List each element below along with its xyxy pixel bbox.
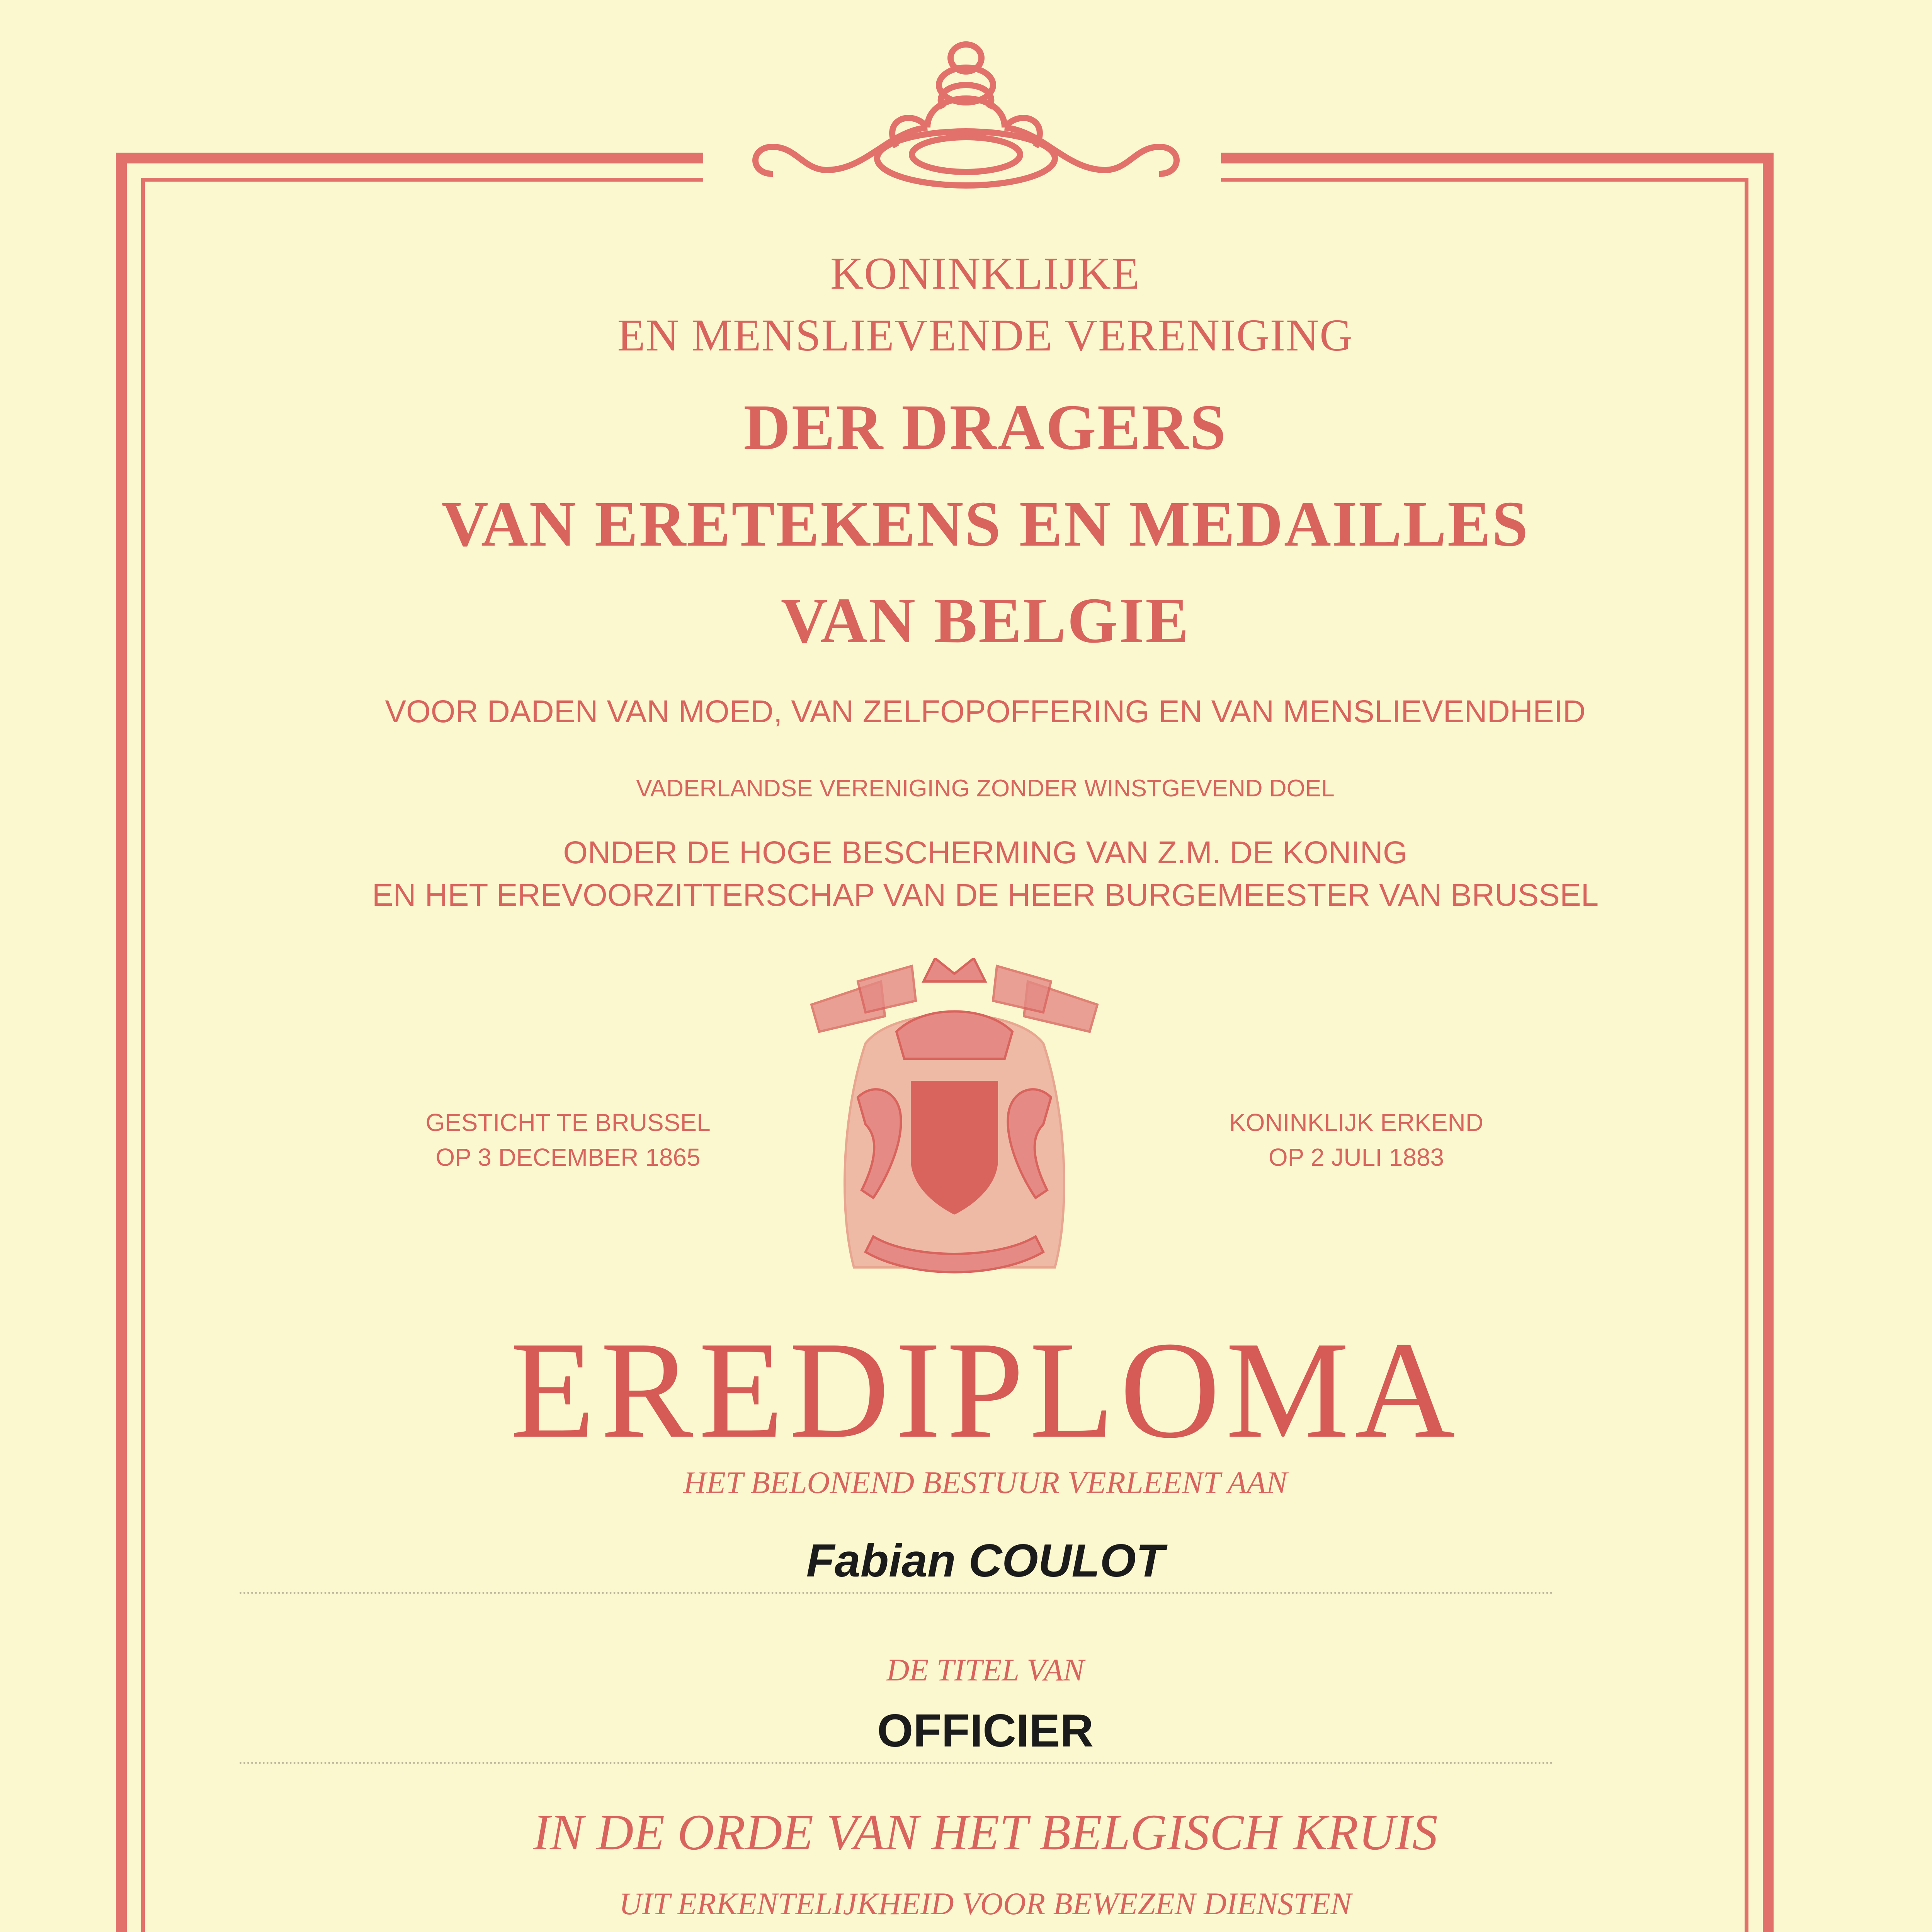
recipient-name: Fabian COULOT — [806, 1535, 1165, 1587]
association-name-line-1: DER DRAGERS — [743, 391, 1227, 463]
rank: OFFICIER — [877, 1705, 1094, 1757]
header-line-1: KONINKLIJKE — [830, 248, 1140, 299]
recognized-line-1: KONINKLIJK ERKEND — [1229, 1109, 1483, 1136]
association-name-line-3: VAN BELGIE — [781, 585, 1190, 656]
founded-info — [394, 1105, 742, 1175]
motto: VOOR DADEN VAN MOED, VAN ZELFOPOFFERING EN VAN MENSLIEVENDHEID — [385, 694, 1586, 729]
founded-line-1: GESTICHT TE BRUSSEL — [425, 1109, 711, 1136]
association-name-line-2: VAN ERETEKENS EN MEDAILLES — [441, 488, 1529, 560]
recipient-underline — [240, 1592, 1553, 1594]
legal-status: VADERLANDSE VERENIGING ZONDER WINSTGEVEND DOEL — [636, 775, 1335, 802]
top-flourish-icon — [726, 31, 1206, 201]
award-reason: UIT ERKENTELIJKHEID VOOR BEWEZEN DIENSTEN — [619, 1886, 1352, 1921]
recognized-line-2: OP 2 JULI 1883 — [1268, 1143, 1444, 1171]
recognized-info — [1182, 1105, 1530, 1175]
order-name: IN DE ORDE VAN HET BELGISCH KRUIS — [533, 1804, 1438, 1861]
conferred-text: HET BELONEND BESTUUR VERLEENT AAN — [683, 1465, 1287, 1500]
patronage-line-1: ONDER DE HOGE BESCHERMING VAN Z.M. DE KONING — [563, 835, 1408, 870]
title-of-text: DE TITEL VAN — [886, 1652, 1084, 1687]
rank-underline — [240, 1762, 1553, 1764]
header-line-2: EN MENSLIEVENDE VERENIGING — [617, 310, 1354, 361]
coat-of-arms-icon — [796, 958, 1113, 1298]
founded-line-2: OP 3 DECEMBER 1865 — [435, 1143, 701, 1171]
diploma-title: EREDIPLOMA — [510, 1313, 1461, 1467]
patronage-line-2: EN HET EREVOORZITTERSCHAP VAN DE HEER BURGEMEESTER VAN BRUSSEL — [372, 878, 1599, 913]
